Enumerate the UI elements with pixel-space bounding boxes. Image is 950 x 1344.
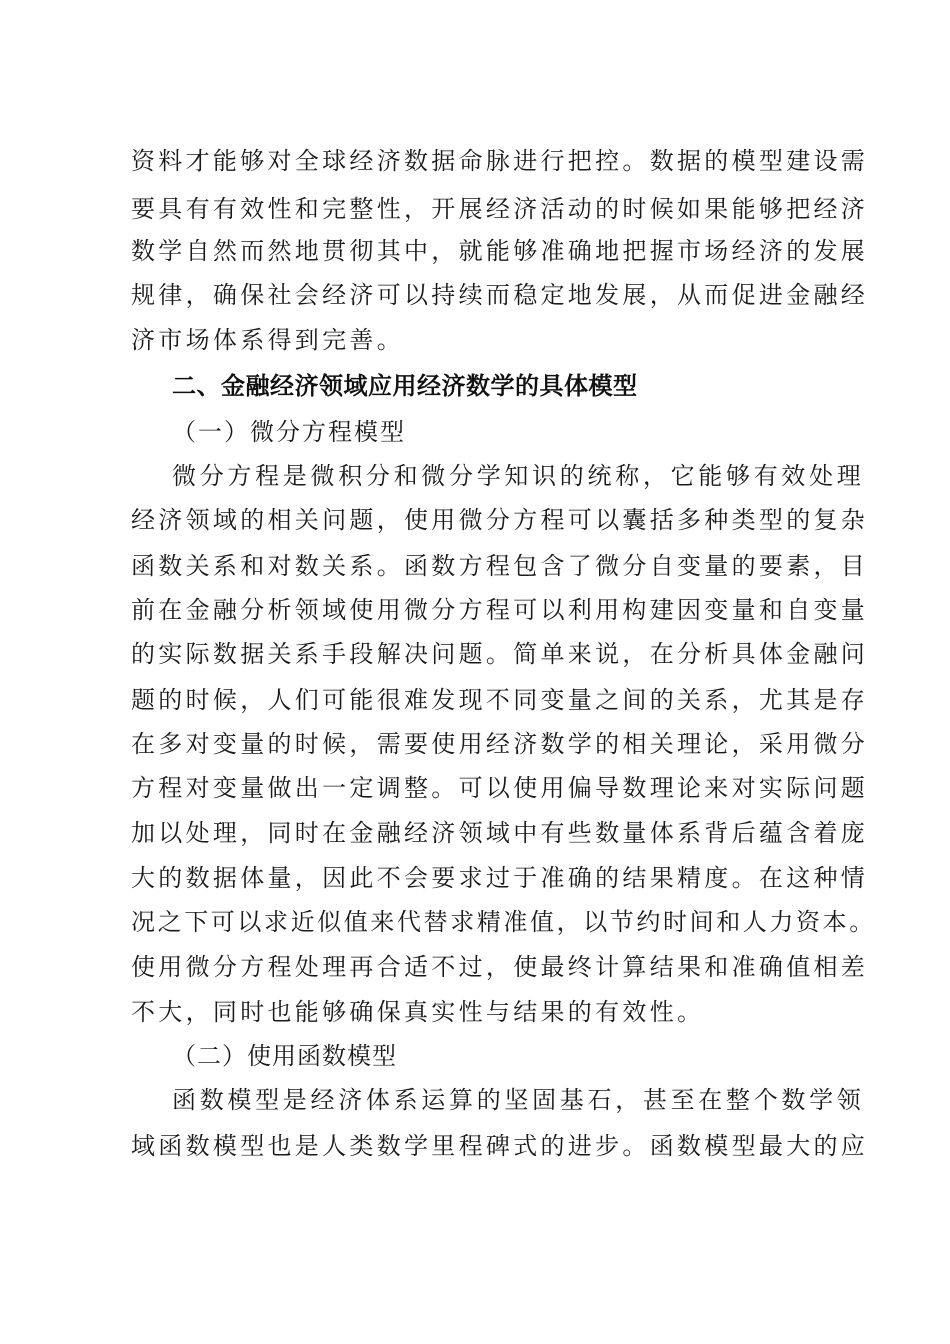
paragraph-line: 域函数模型也是人类数学里程碑式的进步。函数模型最大的应 [131,1132,869,1160]
paragraph-line: 数学自然而然地贯彻其中，就能够准确地把握市场经济的发展 [131,237,869,265]
paragraph-line: 资料才能够对全球经济数据命脉进行把控。数据的模型建设需 [131,147,869,175]
paragraph-line: 大的数据体量，因此不会要求过于准确的结果精度。在这种情 [131,864,869,892]
paragraph-line: 加以处理，同时在金融经济领域中有些数量体系背后蕴含着庞 [131,819,869,847]
paragraph-line: 使用微分方程处理再合适不过，使最终计算结果和准确值相差 [131,953,869,981]
section-heading: 二、金融经济领域应用经济数学的具体模型 [172,372,638,400]
paragraph-line: 济市场体系得到完善。 [131,326,404,354]
paragraph-line: 函数关系和对数关系。函数方程包含了微分自变量的要素，目 [131,552,869,580]
paragraph-line: 前在金融分析领域使用微分方程可以利用构建因变量和自变量 [131,596,869,624]
subsection-heading: （一）微分方程模型 [172,418,406,446]
paragraph-line: 规律，确保社会经济可以持续而稳定地发展，从而促进金融经 [131,281,869,309]
subsection-heading: （二）使用函数模型 [172,1042,397,1070]
paragraph-line: 要具有有效性和完整性，开展经济活动的时候如果能够把经济 [131,195,869,223]
paragraph-line: 经济领域的相关问题，使用微分方程可以囊括多种类型的复杂 [131,506,869,534]
paragraph-line: 方程对变量做出一定调整。可以使用偏导数理论来对实际问题 [131,774,869,802]
paragraph-line: 在多对变量的时候，需要使用经济数学的相关理论，采用微分 [131,730,869,758]
paragraph-line: 题的时候，人们可能很难发现不同变量之间的关系，尤其是存 [131,686,869,714]
paragraph-line: 函数模型是经济体系运算的坚固基石，甚至在整个数学领 [172,1086,865,1114]
paragraph-line: 不大，同时也能够确保真实性与结果的有效性。 [131,998,705,1026]
paragraph-line: 微分方程是微积分和微分学知识的统称，它能够有效处理 [172,462,865,490]
paragraph-line: 况之下可以求近似值来代替求精准值，以节约时间和人力资本。 [131,908,876,936]
paragraph-line: 的实际数据关系手段解决问题。简单来说，在分析具体金融问 [131,640,869,668]
